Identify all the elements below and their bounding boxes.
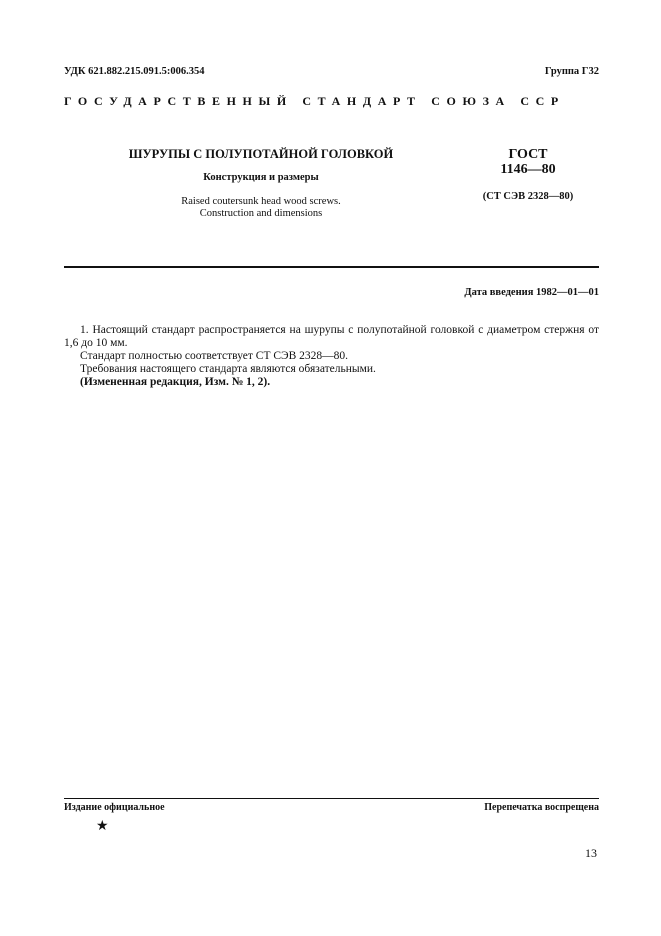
- state-standard-banner: ГОСУДАРСТВЕННЫЙ СТАНДАРТ СОЮЗА ССР: [64, 94, 565, 108]
- header-divider: [64, 266, 599, 268]
- gost-number: 1146—80: [500, 162, 556, 177]
- st-sev-reference: (СТ СЭВ 2328—80): [482, 191, 574, 202]
- paragraph-compliance: Стандарт полностью соответствует СТ СЭВ 2328—80.: [80, 350, 349, 362]
- udk-code: УДК 621.882.215.091.5:006.354: [64, 66, 205, 77]
- english-title-line1: Raised coutersunk head wood screws.: [181, 196, 341, 207]
- paragraph-mandatory: Требования настоящего стандарта являются обязательными.: [80, 363, 376, 375]
- star-icon: ★: [96, 818, 109, 834]
- paragraph-amendment: (Измененная редакция, Изм. № 1, 2).: [80, 376, 271, 388]
- document-title: ШУРУПЫ С ПОЛУПОТАЙНОЙ ГОЛОВКОЙ: [128, 147, 394, 161]
- official-edition-label: Издание официальное: [64, 802, 165, 813]
- english-title-line2: Construction and dimensions: [199, 208, 323, 219]
- paragraph-scope: 1. Настоящий стандарт распространяется на шурупы с полупотайной головкой с диаметром стержня от 1,6 до 10 мм.: [64, 324, 599, 349]
- document-subtitle: Конструкция и размеры: [203, 172, 319, 183]
- page-number: 13: [585, 846, 597, 860]
- group-code: Группа Г32: [544, 66, 599, 77]
- document-body: [64, 324, 599, 389]
- footer-divider: [64, 798, 599, 799]
- introduction-date: Дата введения 1982—01—01: [464, 287, 599, 298]
- gost-label: ГОСТ: [508, 147, 548, 162]
- reprint-prohibited-label: Перепечатка воспрещена: [484, 802, 599, 813]
